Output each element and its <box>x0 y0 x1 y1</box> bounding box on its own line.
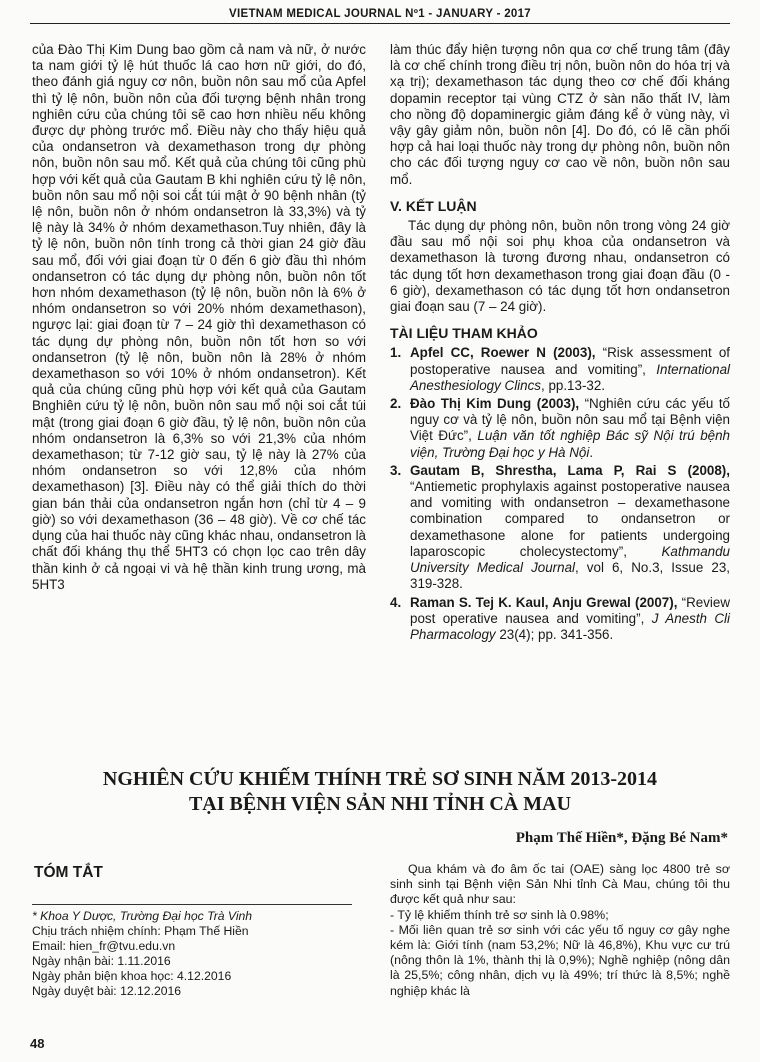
reference-source: Kathmandu University Medical Journal <box>410 543 730 576</box>
page-number: 48 <box>30 1036 45 1051</box>
reference-tail: , vol 6, No.3, Issue 23, 319-328. <box>410 560 731 592</box>
reference-title: “Nghiên cứu các yếu tố nguy cơ và tỷ lệ nôn, buồn nôn sau mổ tại Bệnh viện Việt Đức”, <box>410 396 730 444</box>
email: Email: hien_fr@tvu.edu.vn <box>32 939 176 953</box>
article-title-line: NGHIÊN CỨU KHIẾM THÍNH TRẺ SƠ SINH NĂM 2013-2014 <box>102 768 658 790</box>
reference-source: International Anesthesiology Clincs <box>410 361 730 393</box>
affiliation-block <box>32 904 352 999</box>
reference-authors: Đào Thị Kim Dung (2003), <box>410 396 580 412</box>
reference-number: 2. <box>390 396 402 412</box>
abstract-line: - Tỷ lệ khiếm thính trẻ sơ sinh là 0.98%; <box>390 907 609 922</box>
reference-tail: 23(4); pp. 341-356. <box>495 626 614 642</box>
corresponding-author: Chịu trách nhiệm chính: Phạm Thế Hiền <box>32 924 249 938</box>
abstract-heading: TÓM TẮT <box>34 864 103 881</box>
reference-authors: Apfel CC, Roewer N (2003), <box>410 345 596 361</box>
article-title <box>40 767 720 817</box>
reference-list <box>390 345 730 643</box>
reference-number: 4. <box>390 594 402 610</box>
article-title-line: TẠI BỆNH VIỆN SẢN NHI TỈNH CÀ MAU <box>188 793 572 815</box>
body-paragraph: làm thúc đẩy hiện tượng nôn qua cơ chế trung tâm (đây là cơ chế chính trong điều trị nôn, buồn nôn do hóa trị và xạ trị); dexamethason tác dụng theo cơ chế đối kháng dopamin receptor tại vùng CTZ ở sàn não thất IV, làm cho nồng độ dopaminergic giảm đáng kể ở vùng này, vì vậy gây giảm nôn, buồn nôn [4]. Do đó, có lẽ cần phối hợp cả hai loại thuốc này trong dự phòng nôn, buồn nôn cho các đối tượng nguy cơ cao về nôn, buồn nôn sau mổ. <box>390 42 730 187</box>
reference-number: 3. <box>390 462 402 478</box>
reference-tail: . <box>589 444 594 460</box>
date-approved: Ngày duyệt bài: 12.12.2016 <box>32 984 182 998</box>
reference-item <box>390 345 730 394</box>
date-reviewed: Ngày phản biện khoa học: 4.12.2016 <box>32 969 232 983</box>
abstract-body <box>390 862 730 999</box>
left-column <box>32 42 366 593</box>
reference-item <box>390 595 730 644</box>
reference-item <box>390 396 730 461</box>
references-heading: TÀI LIỆU THAM KHẢO <box>390 325 538 342</box>
reference-number: 1. <box>390 345 402 361</box>
reference-authors: Raman S. Tej K. Kaul, Anju Grewal (2007), <box>410 594 678 610</box>
abstract-line: - Mối liên quan trẻ sơ sinh với các yếu tố nguy cơ gây nghe kém là: Giới tính (nam 53,2%; Nữ là 46,8%), Khu vực cư trú (nông thôn là 1%, thành thị là 0,9%); Nghề nghiệp (nông dân là 25,5%; công nhân, dịch vụ là 49%; trí thức là 8,5%; nghề nghiệp khác là <box>390 922 730 998</box>
date-received: Ngày nhận bài: 1.11.2016 <box>32 954 171 968</box>
reference-title: “Review post operative nausea and vomiting”, <box>410 594 730 626</box>
abstract-line: Qua khám và đo âm ốc tai (OAE) sàng lọc 4800 trẻ sơ sinh sinh tại Bệnh viện Sản Nhi tỉnh Cà Mau, chúng tôi thu được kết quả như sau: <box>390 862 730 907</box>
reference-source: J Anesth Cli Pharmacology <box>410 610 731 642</box>
reference-item <box>390 463 730 593</box>
reference-tail: , pp.13-32. <box>541 377 606 393</box>
conclusion-heading: V. KẾT LUẬN <box>390 197 477 214</box>
running-header: VIETNAM MEDICAL JOURNAL Nº1 - JANUARY - 2017 <box>30 8 730 24</box>
body-paragraph: của Đào Thị Kim Dung bao gồm cả nam và nữ, ở nước ta nam giới tỷ lệ hút thuốc lá cao hơn nữ giới, do đó, theo đánh giá nguy cơ nôn, buồn nôn sau mổ của Apfel thì tỷ lệ nôn, buồn nôn của đối tượng bệnh nhân trong nghiên cứu của chúng tôi sẽ cao hơn nhiều nếu không được dự phòng trước mổ. Điều này cho thấy hiệu quả của ondansetron và dexamethason trong dự phòng nôn, buồn nôn sau mổ. Kết quả của chúng tôi cũng phù hợp với kết quả của Gautam B khi nghiên cứu tỷ lệ nôn, buồn nôn sau mổ nội soi cắt túi mật ở 90 bệnh nhân (tỷ lệ nôn, buồn nôn ở nhóm ondansetron là 33,3%) và tỷ lệ này là 34% ở nhóm dexamethason.Tuy nhiên, đây là tỷ lệ nôn, buồn nôn tính trong cả thời gian 24 giờ đầu sau mổ, đối với giai đoạn từ 0 đến 6 giờ đầu thì nhóm ondansetron có tác dụng dự phòng nôn, buồn nôn tốt hơn nhóm dexamethason (tỷ lệ nôn, buồn nôn là 6% ở nhóm ondansetron so với 20% nhóm dexamethason), ngược lại: giai đoạn từ 7 – 24 giờ thì dexamethason có tác dụng dự phòng nôn, buồn nôn tốt hơn so với ondansetron (tỷ lệ nôn, buồn nôn là 28% ở nhóm dexamethason so với 10% ở nhóm ondansetron). Kết quả của chúng cũng phù hợp với kết quả của Gautam Bnghiên cứu tỷ lệ nôn, buồn nôn sau mổ nội soi cắt túi mật (trong giai đoạn 6 giờ đầu, tỷ lệ nôn, buồn nôn của nhóm ondansetron là 6,3% so với 21,3% của nhóm dexamethason; từ 7-12 giờ sau, tỷ lệ này là 27% của nhóm ondansetron so với 12,8% của nhóm dexamethason) [3]. Điều này có thể giải thích do thời gian bán thải của ondansetron ngắn hơn (chỉ từ 4 – 9 giờ) so với dexamethason (36 – 48 giờ). Về cơ chế tác dụng của hai thuốc này cũng khác nhau, ondansetron là chất đối kháng thụ thể 5HT3 có chọn lọc cao trên dây thần kinh ở cả ngoại vi và hệ thần kinh trung ương, mà 5HT3 <box>32 42 366 592</box>
affiliation: * Khoa Y Dược, Trường Đại học Trà Vinh <box>32 909 253 923</box>
conclusion-paragraph: Tác dụng dự phòng nôn, buồn nôn trong vòng 24 giờ đầu sau mổ nội soi phụ khoa của ondansetron và dexamethason là tương đương nhau, ondansetron có tác dụng tốt hơn dexamethason trong giai đoạn đầu (0 - 6 giờ), dexamethason có tác dụng tốt hơn ondansetron giai đoạn sau (7 – 24 giờ). <box>390 218 730 315</box>
reference-authors: Gautam B, Shrestha, Lama P, Rai S (2008), <box>410 462 730 478</box>
reference-source: Luận văn tốt nghiệp Bác sỹ Nội trú bệnh viện, Trường Đại học y Hà Nội <box>410 428 730 460</box>
right-column <box>390 42 730 645</box>
article-authors: Phạm Thế Hiền*, Đặng Bé Nam* <box>515 830 728 846</box>
reference-title: “Risk assessment of postoperative nausea and vomiting”, <box>410 345 730 377</box>
reference-title: “Antiemetic prophylaxis against postoperative nausea and vomiting with ondansetron – dexamethasone combination compared to ondansetron or dexamethasone alone for patients undergoing laparoscopic cholecystectomy”, <box>410 479 730 559</box>
